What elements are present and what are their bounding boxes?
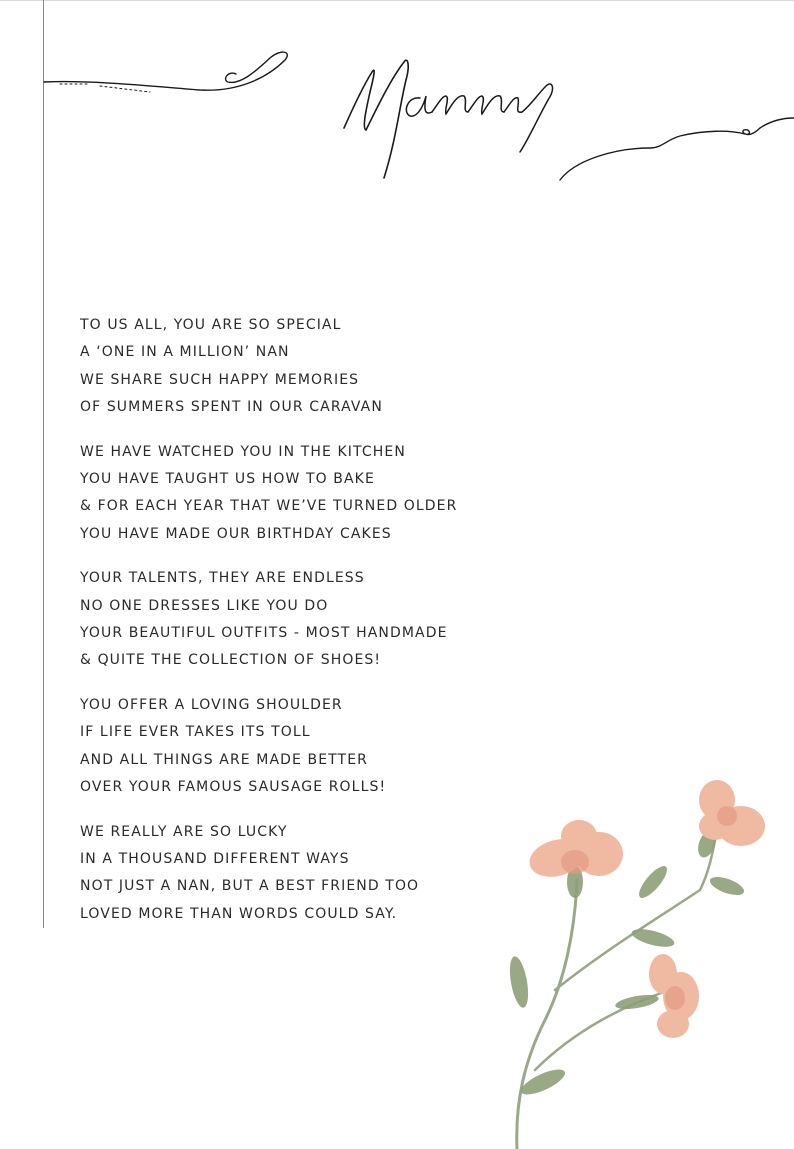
poem-line: YOU HAVE MADE OUR BIRTHDAY CAKES [80,525,392,542]
flower-illustration [495,770,785,1149]
leaf [635,862,671,902]
letter-y [504,84,552,152]
poem-line: TO US ALL, YOU ARE SO SPECIAL [80,317,342,333]
poem-line: IN A THOUSAND DIFFERENT WAYS [80,850,350,867]
poem-line: OVER YOUR FAMOUS SAUSAGE ROLLS! [80,779,387,796]
poem-line: YOUR BEAUTIFUL OUTFITS - MOST HANDMADE [80,625,448,642]
letter-n-capital [344,60,408,178]
poem-line: AND ALL THINGS ARE MADE BETTER [80,751,368,768]
stanza-1 [80,312,520,422]
right-flourish [560,118,794,180]
leaf [507,955,532,1009]
title-script-art [0,0,794,200]
poem-line: OF SUMMERS SPENT IN OUR CARAVAN [80,399,383,416]
poem-line: WE HAVE WATCHED YOU IN THE KITCHEN [80,443,406,460]
page-title [336,40,339,41]
letter-a [406,96,432,116]
poem-line: A ‘ONE IN A MILLION’ NAN [80,344,290,361]
poem [80,312,520,945]
poem-line: YOU OFFER A LOVING SHOULDER [80,696,343,713]
poem-line: YOUR TALENTS, THEY ARE ENDLESS [80,570,365,587]
poem-line: IF LIFE EVER TAKES ITS TOLL [80,724,311,741]
letter-n2 [468,96,504,114]
poem-line: LOVED MORE THAN WORDS COULD SAY. [80,905,398,922]
poem-line: NO ONE DRESSES LIKE YOU DO [80,597,329,614]
poem-line: WE REALLY ARE SO LUCKY [80,823,288,840]
letter-n1 [432,96,468,114]
leaf [630,926,676,951]
poem-line: & QUITE THE COLLECTION OF SHOES! [80,652,382,669]
flower-top-right [699,780,765,846]
poem-line: & FOR EACH YEAR THAT WE’VE TURNED OLDER [80,498,458,515]
flower-left [525,820,623,883]
stanza-5 [80,819,520,929]
stanza-2 [80,439,520,549]
poem-line: YOU HAVE TAUGHT US HOW TO BAKE [80,471,375,488]
poem-line: NOT JUST A NAN, BUT A BEST FRIEND TOO [80,878,420,895]
stanza-3 [80,565,520,675]
leaf [708,873,747,898]
stanza-4 [80,692,520,802]
poem-line: WE SHARE SUCH HAPPY MEMORIES [80,371,360,388]
main-stem [517,880,577,1149]
